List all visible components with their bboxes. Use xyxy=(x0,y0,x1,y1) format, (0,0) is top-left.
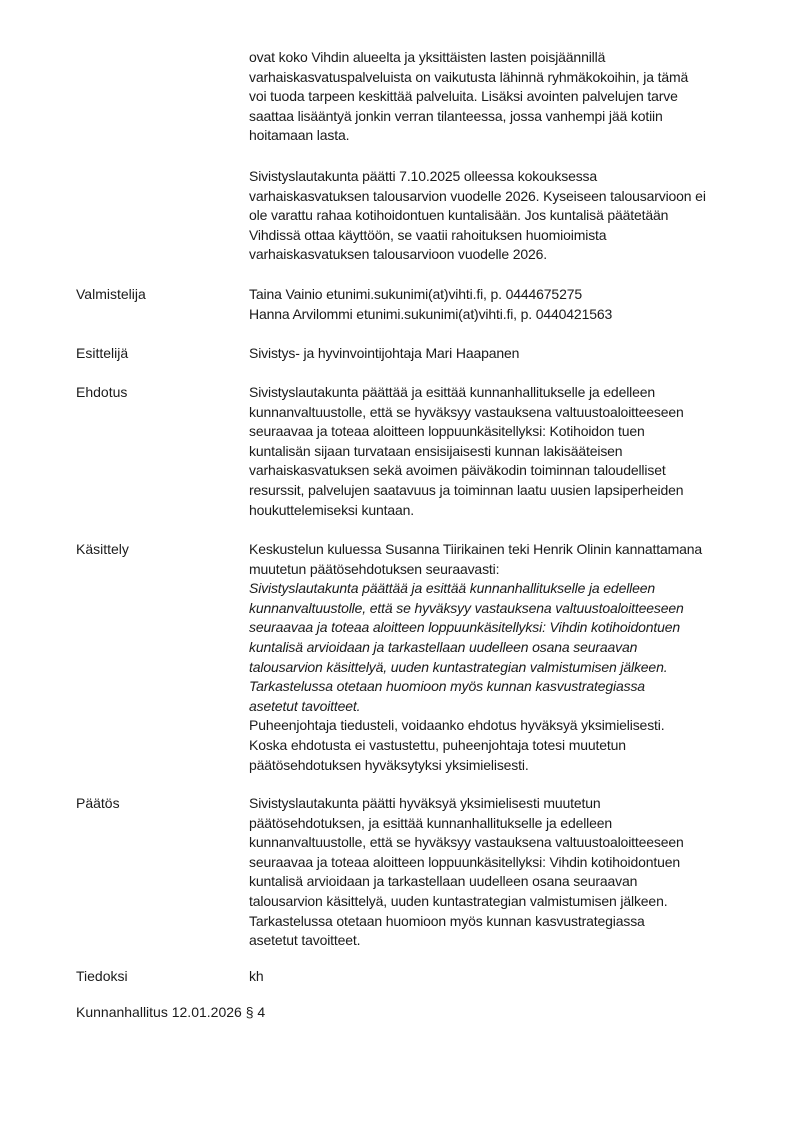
text-line: Sivistyslautakunta päätti hyväksyä yksimielisesti muutetun xyxy=(249,795,601,811)
section-content xyxy=(249,540,759,775)
text-line: kuntalisä arvioidaan ja tarkastellaan uudelleen osana seuraavan xyxy=(249,873,638,890)
text-line: Tarkastelussa otetaan huomioon myös kunnan kasvustrategiassa xyxy=(249,912,645,929)
section-content xyxy=(249,967,759,987)
text-line: varhaiskasvatuksen talousarvion vuodelle 2026. Kyseiseen talousarvioon ei xyxy=(249,187,706,204)
amended-proposal-line: talousarvion käsittelyä, uuden kuntastrategian valmistumisen jälkeen. xyxy=(249,658,668,675)
amended-proposal-line: kunnanvaltuustolle, että se hyväksyy vastauksena valtuustoaloitteeseen xyxy=(249,599,684,616)
text-line: päätösehdotuksen hyväksytyksi yksimielisesti. xyxy=(249,756,529,773)
recipient-value: kh xyxy=(249,968,264,984)
preparer-line: Hanna Arvilommi etunimi.sukunimi(at)vihti.fi, p. 0440421563 xyxy=(249,305,613,322)
text-line: Keskustelun kuluessa Susanna Tiirikainen teki Henrik Olinin kannattamana xyxy=(249,541,703,557)
preparer-line: Taina Vainio etunimi.sukunimi(at)vihti.fi, p. 0444675275 xyxy=(249,286,582,302)
meeting-reference: Kunnanhallitus 12.01.2026 § 4 xyxy=(76,1004,266,1020)
section-content xyxy=(249,383,759,520)
text-line: Sivistyslautakunta päättää ja esittää kunnanhallitukselle ja edelleen xyxy=(249,384,656,400)
text-line: asetetut tavoitteet. xyxy=(249,932,361,949)
text-line: seuraavaa ja toteaa aloitteen loppuunkäsitellyksi: Kotihoidon tuen xyxy=(249,423,645,440)
text-line: varhaiskasvatuksen talousarvioon vuodelle 2026. xyxy=(249,246,548,263)
amended-proposal-line: kuntalisä arvioidaan ja tarkastellaan uudelleen osana seuraavan xyxy=(249,638,638,655)
text-line: Koska ehdotusta ei vastustettu, puheenjohtaja totesi muutetun xyxy=(249,736,626,753)
intro-paragraph-2 xyxy=(249,167,749,265)
text-line: talousarvion käsittelyä, uuden kuntastrategian valmistumisen jälkeen. xyxy=(249,892,668,909)
amended-proposal-line: Tarkastelussa otetaan huomioon myös kunnan kasvustrategiassa xyxy=(249,678,645,695)
text-line: Puheenjohtaja tiedusteli, voidaanko ehdotus hyväksyä yksimielisesti. xyxy=(249,717,665,734)
amended-proposal-line: seuraavaa ja toteaa aloitteen loppuunkäsitellyksi: Vihdin kotihoidontuen xyxy=(249,619,681,636)
text-line: muutetun päätösehdotuksen seuraavasti: xyxy=(249,560,500,577)
intro-paragraph-1 xyxy=(249,48,749,146)
text-line: ovat koko Vihdin alueelta ja yksittäisten lasten poisjäännillä xyxy=(249,49,606,65)
text-line: varhaiskasvatuspalveluista on vaikutusta lähinnä ryhmäkokoihin, ja tämä xyxy=(249,68,689,85)
section-label: Valmistelija xyxy=(76,286,146,302)
text-line: houkuttelemiseksi kuntaan. xyxy=(249,501,414,518)
text-line: voi tuoda tarpeen keskittää palveluita. Lisäksi avointen palvelujen tarve xyxy=(249,88,678,105)
text-line: Vihdissä ottaa käyttöön, se vaatii rahoituksen huomioimista xyxy=(249,226,607,243)
text-line: Sivistyslautakunta päätti 7.10.2025 olleessa kokouksessa xyxy=(249,168,598,184)
text-line: saattaa lisääntyä jonkin verran tilanteessa, jossa vanhempi jää kotiin xyxy=(249,107,663,124)
text-line: kunnanvaltuustolle, että se hyväksyy vastauksena valtuustoaloitteeseen xyxy=(249,403,684,420)
text-line: kunnanvaltuustolle, että se hyväksyy vastauksena valtuustoaloitteeseen xyxy=(249,834,684,851)
amended-proposal-line: Sivistyslautakunta päättää ja esittää kunnanhallitukselle ja edelleen xyxy=(249,580,656,597)
text-line: päätösehdotuksen, ja esittää kunnanhallitukselle ja edelleen xyxy=(249,814,613,831)
section-label: Tiedoksi xyxy=(76,968,128,984)
section-label: Käsittely xyxy=(76,541,129,557)
section-content xyxy=(249,794,759,951)
text-line: kuntalisän sijaan turvataan ensisijaisesti kunnan lakisääteisen xyxy=(249,442,623,459)
text-line: hoitamaan lasta. xyxy=(249,127,350,144)
section-content xyxy=(249,285,759,324)
text-line: resurssit, palvelujen saatavuus ja toiminnan laatu uusien lapsiperheiden xyxy=(249,481,684,498)
text-line: ole varattu rahaa kotihoidontuen kuntalisään. Jos kuntalisä päätetään xyxy=(249,207,669,224)
amended-proposal-line: asetetut tavoitteet. xyxy=(249,697,361,714)
presenter-line: Sivistys- ja hyvinvointijohtaja Mari Haapanen xyxy=(249,345,520,361)
text-line: seuraavaa ja toteaa aloitteen loppuunkäsitellyksi: Vihdin kotihoidontuen xyxy=(249,853,681,870)
text-line: varhaiskasvatuksen sekä avoimen päiväkodin toiminnan taloudelliset xyxy=(249,462,666,479)
section-label: Ehdotus xyxy=(76,384,128,400)
section-content xyxy=(249,344,759,364)
section-label: Päätös xyxy=(76,795,120,811)
section-label: Esittelijä xyxy=(76,345,129,361)
